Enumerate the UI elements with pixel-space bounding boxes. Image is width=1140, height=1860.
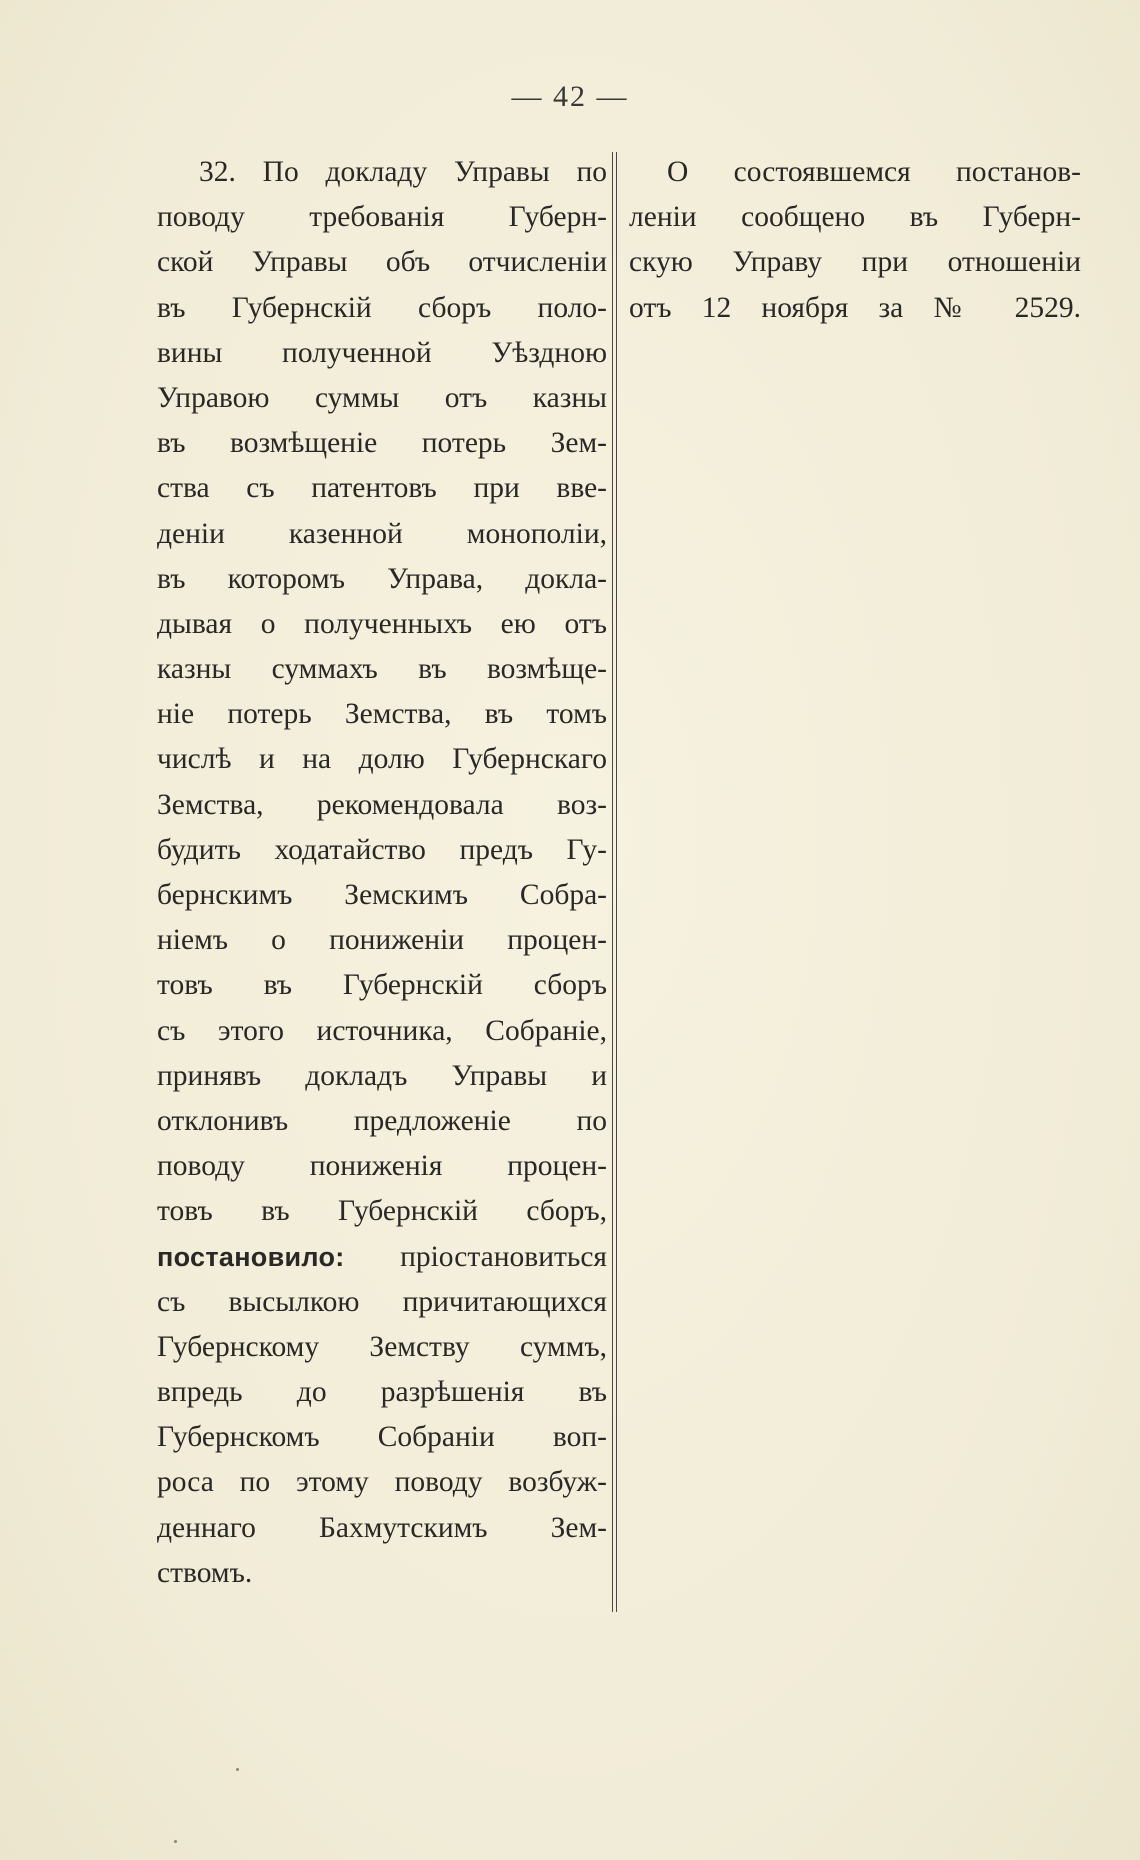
text-line: деннаго Бахмутскимъ Зем- (157, 1511, 607, 1544)
text-line: казны суммахъ въ возмѣще- (157, 653, 607, 686)
text-line: съ высылкою причитающихся (157, 1285, 607, 1318)
page-number: — 42 — (511, 80, 629, 113)
paper-speck (236, 1768, 239, 1771)
text-line: принявъ докладъ Управы и (157, 1059, 607, 1092)
text-line: Губернскому Земству суммъ, (157, 1330, 607, 1363)
text-line: ства съ патентовъ при вве- (157, 472, 607, 505)
text-line: поводу требованія Губерн- (157, 201, 607, 234)
resolution-rest: пріостановиться (344, 1240, 607, 1273)
left-column (157, 150, 607, 1596)
text-line: роса по этому поводу возбуж- (157, 1466, 607, 1499)
text-line: ніемъ о пониженіи процен- (157, 924, 607, 957)
text-line: дывая о полученныхъ ею отъ (157, 607, 607, 640)
text-line: отклонивъ предложеніе по (157, 1104, 607, 1137)
text-line: числѣ и на долю Губернскаго (157, 743, 607, 776)
text-line: отъ 12 ноября за № 2529. (629, 291, 1081, 324)
text-line: 32. По докладу Управы по (199, 156, 607, 188)
text-line: Управою суммы отъ казны (157, 381, 607, 414)
text-line: леніи сообщено въ Губерн- (629, 201, 1081, 234)
text-line: впредь до разрѣшенія въ (157, 1376, 607, 1409)
text-line: въ Губернскій сборъ поло- (157, 291, 607, 324)
text-line: будить ходатайство предъ Гу- (157, 833, 607, 866)
text-line: въ возмѣщеніе потерь Зем- (157, 427, 607, 460)
text-line: вины полученной Уѣздною (157, 336, 607, 369)
right-column (629, 150, 1081, 331)
text-line: въ которомъ Управа, докла- (157, 562, 607, 595)
text-line: товъ въ Губернскій сборъ, (157, 1195, 607, 1228)
text-line: поводу пониженія процен- (157, 1150, 607, 1183)
text-line: О состоявшемся постанов- (667, 156, 1081, 188)
text-line: ствомъ. (157, 1556, 253, 1589)
text-line: деніи казенной монополіи, (157, 517, 607, 550)
text-line: ской Управы объ отчисленіи (157, 246, 607, 279)
text-line: скую Управу при отношеніи (629, 246, 1081, 279)
paper-speck (174, 1840, 177, 1843)
text-line: бернскимъ Земскимъ Собра- (157, 879, 607, 911)
resolution-line (157, 1235, 607, 1280)
text-line: ніе потерь Земства, въ томъ (157, 698, 607, 731)
text-line: Земства, рекомендовала воз- (157, 788, 607, 821)
text-line: Губернскомъ Собраніи воп- (157, 1421, 607, 1454)
text-line: съ этого источника, Собраніе, (157, 1014, 607, 1047)
column-divider (612, 152, 617, 1612)
resolution-word: постановило: (157, 1241, 345, 1272)
text-line: товъ въ Губернскій сборъ (157, 969, 607, 1002)
